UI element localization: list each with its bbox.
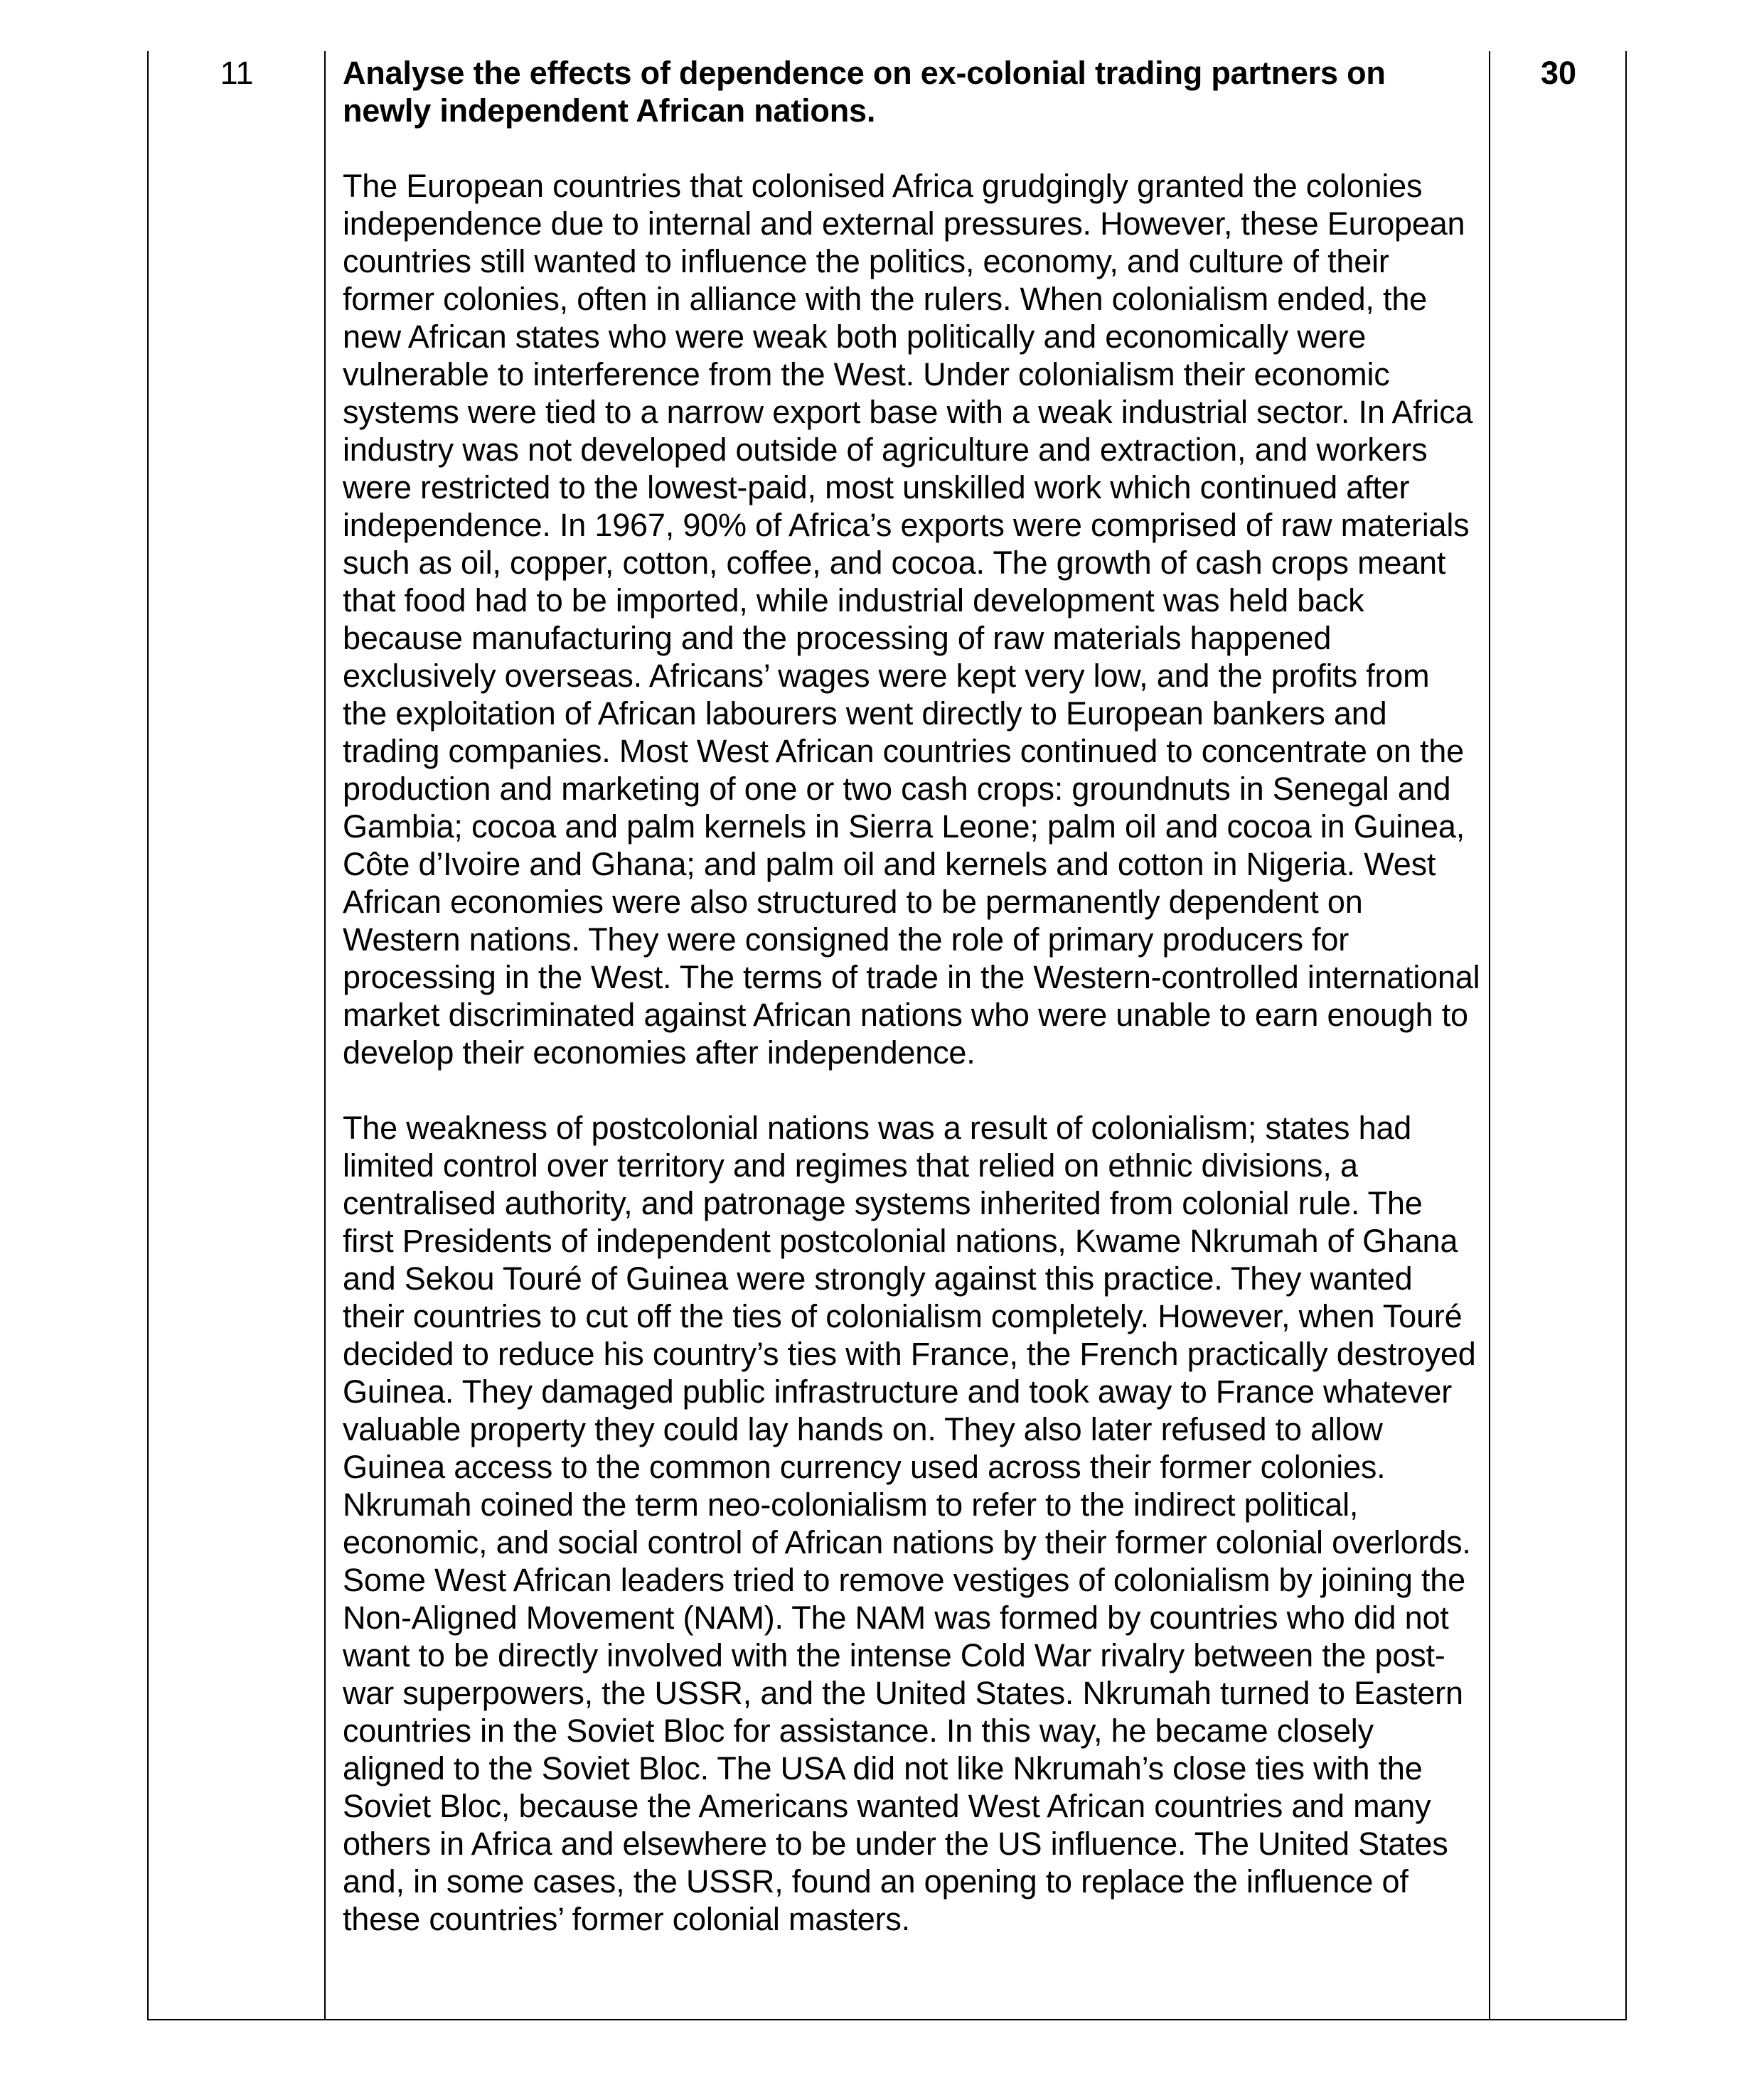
question-number: 11 (220, 55, 254, 91)
answer-paragraph-1: The European countries that colonised Africa grudgingly granted the colonies independence due to internal and external pressures. However, these European countries still wanted to influence the politics, economy, and culture of their former colonies, often in alliance with the rulers. When colonialism ended, the new African states who were weak both politically and economically were vulnerable to interference from the West. Under colonialism their economic systems were tied to a narrow export base with a weak industrial sector. In Africa industry was not developed outside of agriculture and extraction, and workers were restricted to the lowest-paid, most unskilled work which continued after independence. In 1967, 90% of Africa’s exports were comprised of raw materials such as oil, copper, cotton, coffee, and cocoa. The growth of cash crops meant that food had to be imported, while industrial development was held back because manufacturing and the processing of raw materials happened exclusively overseas. Africans’ wages were kept very low, and the profits from the exploitation of African labourers went directly to European bankers and trading companies. Most West African countries continued to concentrate on the production and marketing of one or two cash crops: groundnuts in Senegal and Gambia; cocoa and palm kernels in Sierra Leone; palm oil and cocoa in Guinea, Côte d’Ivoire and Ghana; and palm oil and kernels and cotton in Nigeria. West African economies were also structured to be permanently dependent on Western nations. They were consigned the role of primary producers for processing in the West. The terms of trade in the Western-controlled international market discriminated against African nations who were unable to earn enough to develop their economies after independence. (343, 168, 1480, 1071)
question-text: Analyse the effects of dependence on ex-colonial trading partners on newly independent African nations. (343, 55, 1386, 129)
marks-value: 30 (1540, 55, 1577, 91)
table-border-right (1625, 51, 1627, 2020)
column-divider-marks (1489, 51, 1490, 2020)
answer-cell (343, 54, 1480, 1938)
answer-paragraph-2: The weakness of postcolonial nations was a result of colonialism; states had limited control over territory and regimes that relied on ethnic divisions, a centralised authority, and patronage systems inherited from colonial rule. The first Presidents of independent postcolonial nations, Kwame Nkrumah of Ghana and Sekou Touré of Guinea were strongly against this practice. They wanted their countries to cut off the ties of colonialism completely. However, when Touré decided to reduce his country’s ties with France, the French practically destroyed Guinea. They damaged public infrastructure and took away to France whatever valuable property they could lay hands on. They also later refused to allow Guinea access to the common currency used across their former colonies. Nkrumah coined the term neo-colonialism to refer to the indirect political, economic, and social control of African nations by their former colonial overlords. Some West African leaders tried to remove vestiges of colonialism by joining the Non-Aligned Movement (NAM). The NAM was formed by countries who did not want to be directly involved with the intense Cold War rivalry between the post-war superpowers, the USSR, and the United States. Nkrumah turned to Eastern countries in the Soviet Bloc for assistance. In this way, he became closely aligned to the Soviet Bloc. The USA did not like Nkrumah’s close ties with the Soviet Bloc, because the Americans wanted West African countries and many others in Africa and elsewhere to be under the US influence. The United States and, in some cases, the USSR, found an opening to replace the influence of these countries’ former colonial masters. (343, 1110, 1476, 1937)
table-bottom-border (148, 2019, 1627, 2020)
table-border-left (147, 51, 149, 2020)
column-divider-number (324, 51, 326, 2020)
